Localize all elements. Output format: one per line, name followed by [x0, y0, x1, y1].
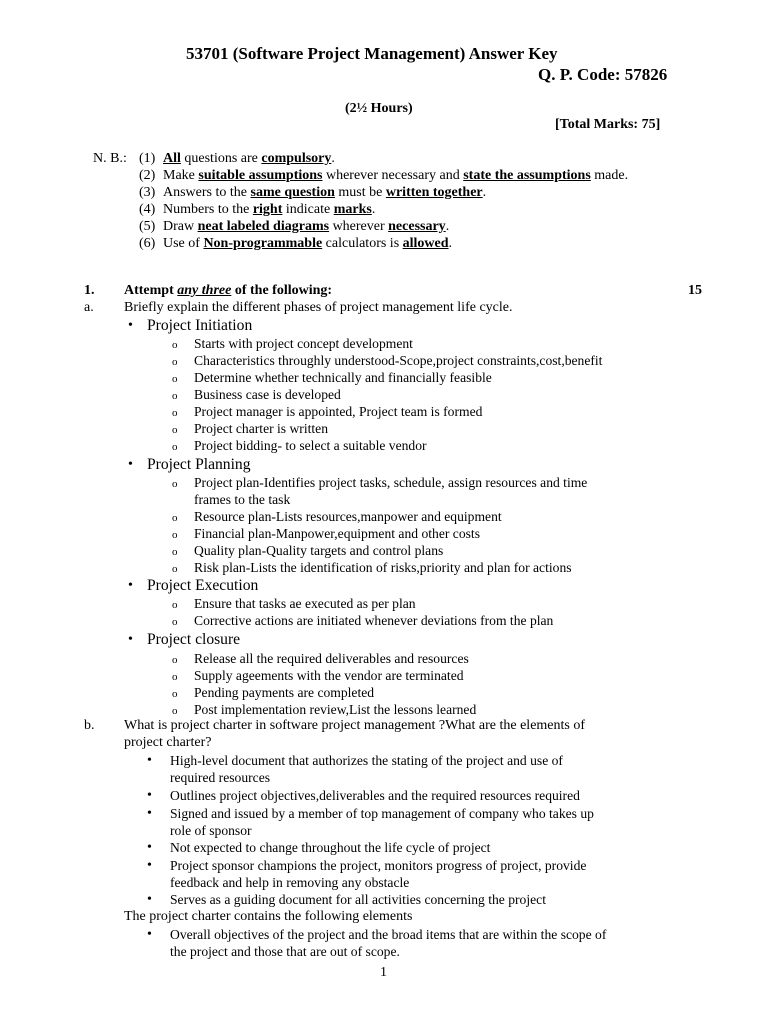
- nb-emphasis: allowed: [402, 235, 449, 251]
- nb-item-number: (3): [139, 184, 156, 200]
- phase-point: Supply ageements with the vendor are terminated: [194, 668, 464, 683]
- circle-bullet-icon: o: [172, 688, 178, 700]
- circle-bullet-icon: o: [172, 512, 178, 524]
- bullet-icon: •: [147, 840, 152, 855]
- phase-point: Project charter is written: [194, 421, 328, 436]
- nb-text: calculators is: [322, 235, 403, 251]
- circle-bullet-icon: o: [172, 441, 178, 453]
- nb-text: wherever: [329, 218, 389, 234]
- circle-bullet-icon: o: [172, 356, 178, 368]
- nb-text: Draw: [163, 218, 198, 234]
- question-number: 1.: [84, 283, 95, 298]
- subquestion-b-label: b.: [84, 718, 95, 733]
- question-prefix: Attempt: [124, 283, 178, 298]
- document-title: 53701 (Software Project Management) Answer Key: [186, 44, 558, 63]
- nb-text: .: [482, 184, 487, 200]
- phase-bullet-icon: •: [128, 457, 133, 472]
- subquestion-a-label: a.: [84, 300, 94, 315]
- question-marks: 15: [688, 283, 702, 298]
- phase-point: Starts with project concept development: [194, 336, 413, 351]
- nb-text: Numbers to the: [163, 201, 253, 217]
- phase-point: Determine whether technically and financially feasible: [194, 370, 492, 385]
- bullet-icon: •: [147, 788, 152, 803]
- charter-point: feedback and help in removing any obstacle: [170, 875, 410, 890]
- nb-text: Answers to the: [163, 184, 251, 200]
- phase-point: Project manager is appointed, Project team is formed: [194, 404, 483, 419]
- charter-point: role of sponsor: [170, 823, 252, 838]
- circle-bullet-icon: o: [172, 671, 178, 683]
- question-suffix: of the following:: [231, 283, 333, 298]
- nb-text: Use of: [163, 235, 204, 251]
- nb-item-text: [163, 219, 449, 235]
- nb-emphasis: written together: [385, 184, 483, 200]
- circle-bullet-icon: o: [172, 616, 178, 628]
- phase-point: frames to the task: [194, 492, 291, 507]
- nb-text: Make: [163, 167, 199, 183]
- nb-item-text: [163, 202, 375, 218]
- phase-point: Pending payments are completed: [194, 685, 375, 700]
- phase-point: Post implementation review,List the lessons learned: [194, 702, 477, 717]
- phase-title: Project Planning: [147, 456, 251, 473]
- circle-bullet-icon: o: [172, 546, 178, 558]
- element-point: Overall objectives of the project and the broad items that are within the scope of: [170, 927, 607, 942]
- nb-item-text: [163, 168, 628, 184]
- total-marks: [Total Marks: 75]: [555, 117, 661, 132]
- charter-point: Not expected to change throughout the life cycle of project: [170, 840, 491, 855]
- nb-item-text: [163, 151, 335, 167]
- nb-item-number: (5): [139, 218, 156, 234]
- circle-bullet-icon: o: [172, 654, 178, 666]
- phase-title: Project Initiation: [147, 317, 253, 334]
- element-point: the project and those that are out of scope.: [170, 944, 400, 959]
- nb-text: .: [331, 151, 335, 166]
- circle-bullet-icon: o: [172, 407, 178, 419]
- circle-bullet-icon: o: [172, 339, 178, 351]
- circle-bullet-icon: o: [172, 529, 178, 541]
- charter-point: High-level document that authorizes the stating of the project and use of: [170, 753, 563, 768]
- phase-point: Project bidding- to select a suitable vendor: [194, 438, 427, 453]
- circle-bullet-icon: o: [172, 563, 178, 575]
- nb-text: indicate: [282, 201, 334, 217]
- subquestion-b-text: What is project charter in software project management ?What are the elements of: [124, 718, 586, 733]
- phase-bullet-icon: •: [128, 632, 133, 647]
- nb-emphasis: suitable assumptions: [198, 167, 323, 183]
- question-paper-code: Q. P. Code: 57826: [538, 65, 668, 84]
- phase-point: Risk plan-Lists the identification of risks,priority and plan for actions: [194, 560, 572, 575]
- nb-item-text: [163, 185, 486, 201]
- bullet-icon: •: [147, 858, 152, 873]
- circle-bullet-icon: o: [172, 390, 178, 402]
- question-instruction: [124, 283, 332, 299]
- nb-text: wherever necessary and: [322, 167, 464, 183]
- circle-bullet-icon: o: [172, 373, 178, 385]
- phase-point: Financial plan-Manpower,equipment and other costs: [194, 526, 480, 541]
- phase-point: Project plan-Identifies project tasks, schedule, assign resources and time: [194, 475, 588, 490]
- nb-emphasis: necessary: [388, 218, 446, 234]
- nb-item-text: [163, 236, 452, 252]
- nb-emphasis: neat labeled diagrams: [197, 218, 330, 234]
- phase-point: Corrective actions are initiated whenever deviations from the plan: [194, 613, 554, 628]
- nb-label: N. B.:: [93, 151, 127, 166]
- phase-point: Quality plan-Quality targets and control plans: [194, 543, 444, 558]
- exam-duration: (2½ Hours): [345, 101, 413, 116]
- nb-emphasis: state the assumptions: [463, 167, 591, 183]
- nb-emphasis: right: [252, 201, 283, 217]
- nb-emphasis: same question: [250, 184, 335, 200]
- charter-point: Project sponsor champions the project, monitors progress of project, provide: [170, 858, 587, 873]
- nb-text: .: [445, 218, 450, 234]
- nb-item-number: (4): [139, 201, 156, 217]
- nb-item-number: (1): [139, 151, 156, 166]
- charter-point: Signed and issued by a member of top management of company who takes up: [170, 806, 594, 821]
- circle-bullet-icon: o: [172, 599, 178, 611]
- phase-bullet-icon: •: [128, 578, 133, 593]
- nb-item-number: (6): [139, 235, 156, 251]
- circle-bullet-icon: o: [172, 424, 178, 436]
- bullet-icon: •: [147, 753, 152, 768]
- phase-title: Project Execution: [147, 577, 259, 594]
- elements-intro: The project charter contains the following elements: [124, 909, 413, 924]
- phase-bullet-icon: •: [128, 318, 133, 333]
- nb-text: .: [448, 235, 453, 251]
- subquestion-b-text-continued: project charter?: [124, 735, 212, 750]
- phase-point: Characteristics throughly understood-Scope,project constraints,cost,benefit: [194, 353, 603, 368]
- question-emphasis: any three: [177, 283, 232, 298]
- nb-text: questions are: [180, 151, 262, 166]
- nb-emphasis: marks: [333, 201, 372, 217]
- charter-point: Serves as a guiding document for all activities concerning the project: [170, 892, 546, 907]
- subquestion-a-text: Briefly explain the different phases of project management life cycle.: [124, 300, 513, 315]
- circle-bullet-icon: o: [172, 478, 178, 490]
- nb-text: .: [371, 201, 376, 217]
- circle-bullet-icon: o: [172, 705, 178, 717]
- bullet-icon: •: [147, 927, 152, 942]
- charter-point: required resources: [170, 770, 271, 785]
- page-number: 1: [380, 965, 387, 980]
- phase-point: Resource plan-Lists resources,manpower and equipment: [194, 509, 502, 524]
- nb-text: made.: [590, 167, 629, 183]
- bullet-icon: •: [147, 892, 152, 907]
- phase-point: Release all the required deliverables and resources: [194, 651, 469, 666]
- phase-point: Business case is developed: [194, 387, 341, 402]
- charter-point: Outlines project objectives,deliverables and the required resources required: [170, 788, 580, 803]
- nb-emphasis: compulsory: [261, 151, 332, 166]
- phase-point: Ensure that tasks ae executed as per plan: [194, 596, 416, 611]
- bullet-icon: •: [147, 806, 152, 821]
- nb-item-number: (2): [139, 167, 156, 183]
- nb-text: must be: [334, 184, 386, 200]
- nb-emphasis: All: [163, 151, 181, 166]
- phase-title: Project closure: [147, 631, 241, 648]
- nb-emphasis: Non-programmable: [203, 235, 323, 251]
